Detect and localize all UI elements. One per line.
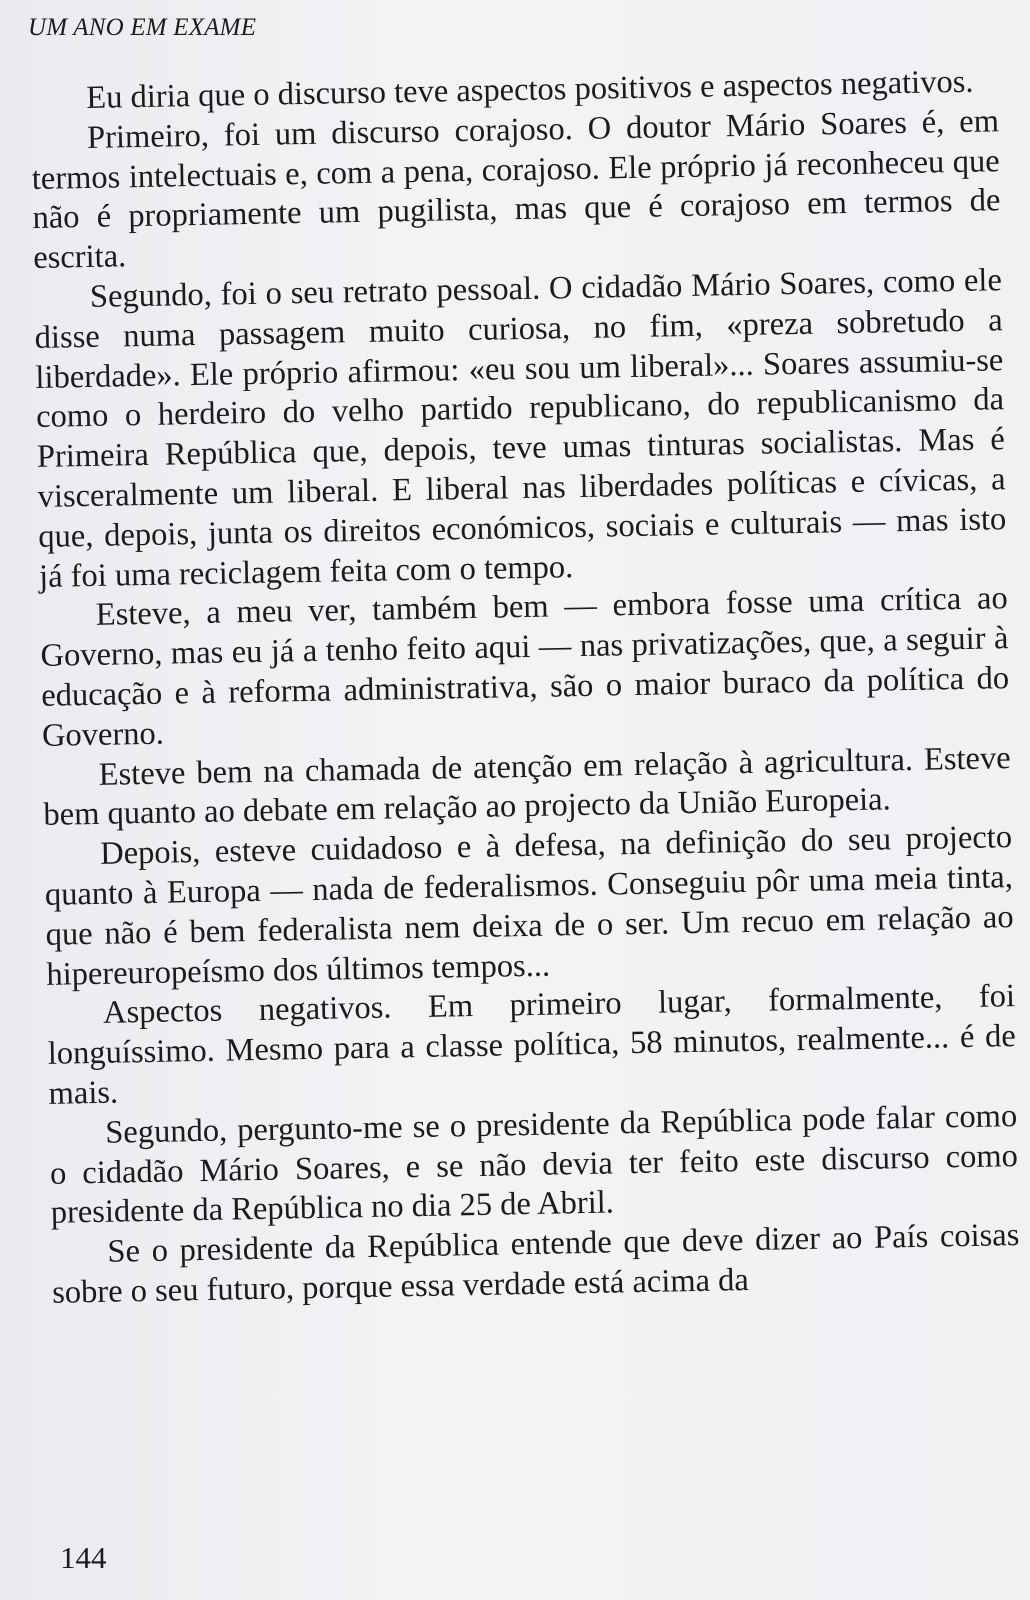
paragraph: Segundo, pergunto-me se o presidente da República pode falar como o cidadão Mário Soares, e se não devia ter feito este discurso como presidente da República no dia 25 de Abril. — [49, 1097, 1019, 1232]
paragraph: Depois, esteve cuidadoso e à defesa, na definição do seu projecto quanto à Europa — nada de federalismos. Conseguiu pôr uma meia tinta, que não é bem federalista nem deixa de o ser. Um recuo em relação ao hipereuropeísmo dos últimos tempos... — [44, 819, 1014, 993]
paragraph: Segundo, foi o seu retrato pessoal. O cidadão Mário Soares, como ele disse numa passagem muito curiosa, no fim, «preza sobretudo a liberdade». Ele próprio afirmou: «eu sou um liberal»... Soares assumiu-se como o herdeiro do velho partido republicano, do republicanismo da Primeira República que, depois, teve umas tinturas socialistas. Mas é visceralmente um liberal. E liberal nas liberdades políticas e cívicas, a que, depois, junta os direitos económicos, sociais e culturais — mas isto já foi uma reciclagem feita com o tempo. — [34, 262, 1007, 595]
paragraph: Primeiro, foi um discurso corajoso. O doutor Mário Soares é, em termos intelectuais e, com a pena, corajoso. Ele próprio já reconheceu que não é propriamente um pugilista, mas que é corajoso em termos de escrita. — [31, 103, 1001, 277]
paragraph: Eu diria que o discurso teve aspectos positivos e aspectos negativos. — [86, 63, 974, 116]
paragraph: Aspectos negativos. Em primeiro lugar, formalmente, foi longuíssimo. Mesmo para a classe política, 58 minutos, realmente... é de mais. — [47, 978, 1017, 1112]
paragraph: Se o presidente da República entende que deve dizer ao País coisas sobre o seu futuro, porque essa verdade está acima da — [51, 1217, 1020, 1311]
running-head: UM ANO EM EXAME — [28, 14, 257, 41]
paragraph: Esteve, a meu ver, também bem — embora fosse uma crítica ao Governo, mas eu já a tenho feito aqui — nas privatizações, que, a seguir à educação e à reforma administrativa, são o maior buraco da política do Governo. — [40, 580, 1010, 754]
paragraph: Esteve bem na chamada de atenção em relação à agricultura. Esteve bem quanto ao debate em relação ao projecto da União Europeia. — [43, 739, 1011, 834]
page-number: 144 — [60, 1540, 107, 1575]
body-text — [30, 62, 1020, 1313]
